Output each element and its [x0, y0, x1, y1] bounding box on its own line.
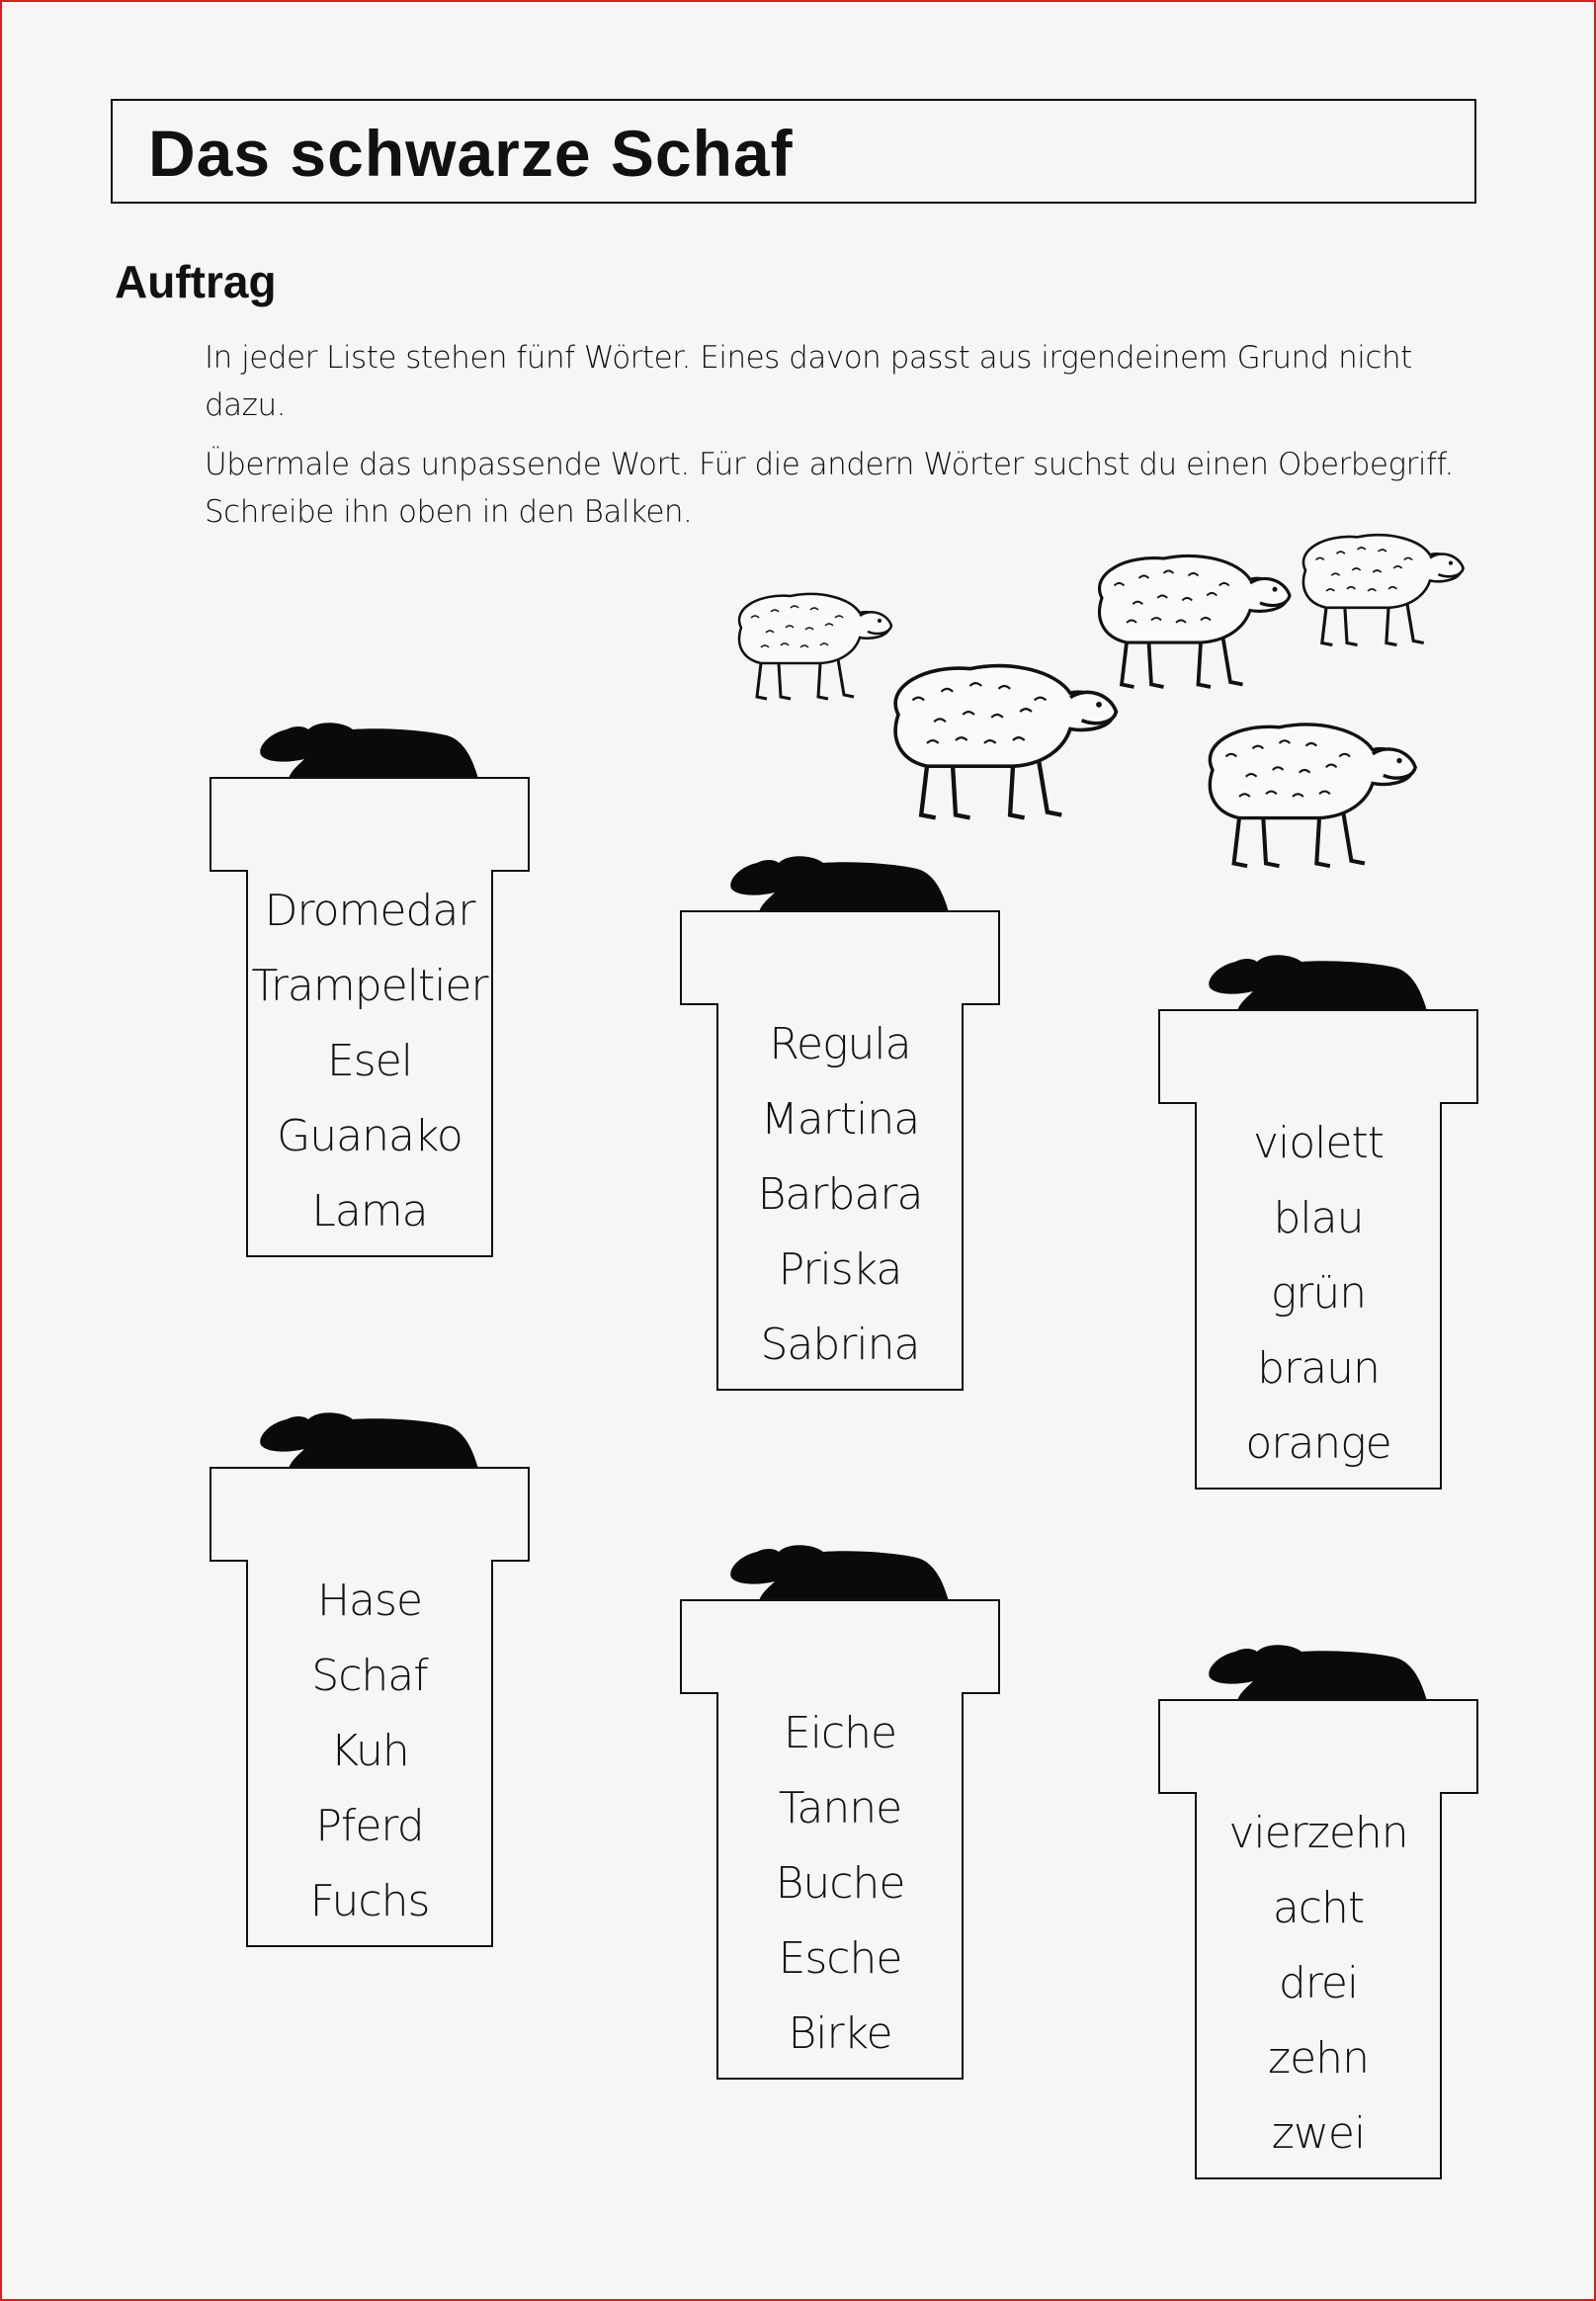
instruction-line-3: Schreibe ihn oben in den Balken. [205, 494, 693, 530]
list-item[interactable]: Eiche [783, 1708, 897, 1758]
list-item[interactable]: Dromedar [264, 886, 475, 936]
list-item[interactable]: Martina [760, 1094, 920, 1145]
answer-box[interactable] [1158, 1699, 1478, 1794]
list-item[interactable]: vierzehn [1228, 1808, 1408, 1858]
list-item[interactable]: Esche [778, 1933, 902, 1984]
black-sheep-icon [719, 853, 957, 914]
answer-box[interactable] [210, 777, 530, 872]
list-item[interactable]: Schaf [311, 1651, 428, 1701]
answer-box[interactable] [1158, 1009, 1478, 1104]
word-list [246, 870, 493, 1257]
list-item[interactable]: Priska [778, 1244, 902, 1295]
word-list [1195, 1102, 1442, 1490]
list-item[interactable]: braun [1257, 1343, 1380, 1394]
section-heading: Auftrag [115, 256, 277, 307]
white-sheep-icon [1210, 724, 1415, 866]
black-sheep-icon [1198, 1642, 1435, 1703]
black-sheep-icon [719, 1542, 957, 1603]
list-item[interactable]: blau [1273, 1193, 1364, 1243]
list-item[interactable]: Pferd [315, 1801, 424, 1851]
black-sheep-icon [1198, 952, 1435, 1013]
list-item[interactable]: orange [1245, 1418, 1391, 1469]
white-sheep-icon [895, 666, 1116, 818]
white-sheep-herd [712, 509, 1482, 904]
list-item[interactable]: Kuh [330, 1726, 409, 1776]
answer-box[interactable] [680, 1599, 1000, 1694]
list-item[interactable]: Hase [316, 1576, 423, 1626]
list-item[interactable]: drei [1278, 1958, 1359, 2008]
white-sheep-icon [1303, 535, 1464, 644]
instructions [205, 334, 1479, 536]
white-sheep-icon [1100, 555, 1290, 687]
list-item[interactable]: Trampeltier [251, 961, 488, 1011]
list-item[interactable]: acht [1272, 1883, 1365, 1933]
list-item[interactable]: zehn [1268, 2033, 1369, 2084]
list-item[interactable]: Lama [311, 1186, 428, 1236]
list-item[interactable]: Guanako [277, 1111, 462, 1161]
list-item[interactable]: Regula [769, 1019, 911, 1069]
instruction-line-2: Übermale das unpassende Wort. Für die andern Wörter suchst du einen Oberbegriff. [205, 447, 1454, 482]
list-item[interactable]: grün [1270, 1268, 1367, 1319]
list-item[interactable]: zwei [1271, 2108, 1366, 2159]
word-list [1195, 1792, 1442, 2179]
instruction-line-1: In jeder Liste stehen fünf Wörter. Eines davon passt aus irgendeinem Grund nicht dazu. [205, 340, 1412, 423]
list-item[interactable]: Esel [326, 1036, 413, 1086]
page-title: Das schwarze Schaf [148, 117, 794, 190]
list-item[interactable]: violett [1253, 1118, 1384, 1168]
list-item[interactable]: Barbara [757, 1169, 923, 1220]
black-sheep-icon [249, 1409, 486, 1471]
answer-box[interactable] [210, 1467, 530, 1562]
list-item[interactable]: Birke [788, 2008, 892, 2059]
title-box [111, 99, 1476, 204]
list-item[interactable]: Buche [775, 1858, 905, 1909]
list-item[interactable]: Fuchs [309, 1876, 430, 1926]
black-sheep-icon [249, 720, 486, 781]
answer-box[interactable] [680, 910, 1000, 1005]
list-item[interactable]: Tanne [778, 1783, 902, 1833]
white-sheep-icon [739, 594, 891, 699]
word-list [716, 1692, 964, 2080]
word-list [246, 1560, 493, 1947]
word-list [716, 1003, 964, 1391]
list-item[interactable]: Sabrina [760, 1320, 920, 1370]
